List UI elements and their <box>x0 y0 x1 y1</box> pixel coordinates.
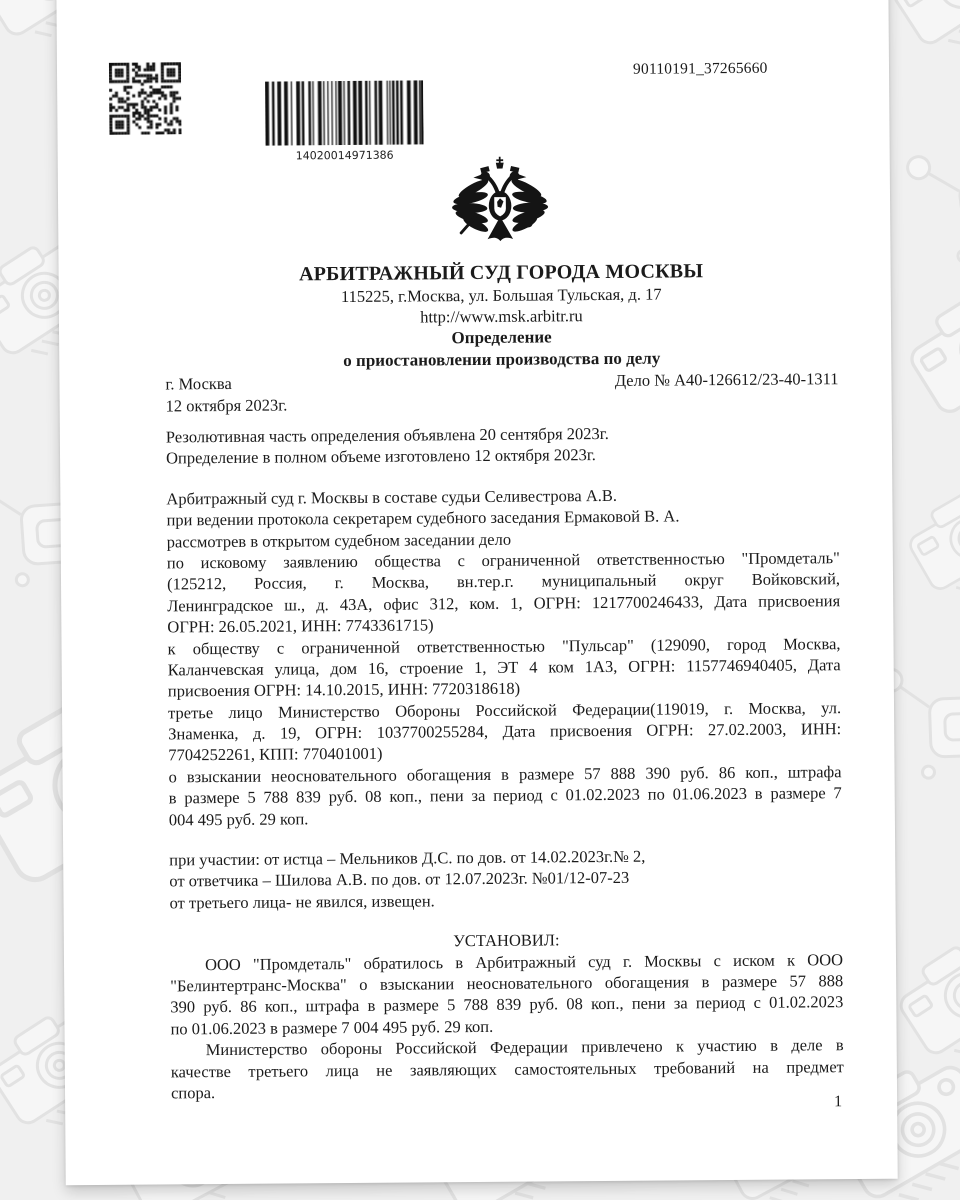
text-line: ООО "Промдеталь" обратилось в Арбитражный суд г. Москвы с иском к ООО <box>204 949 844 974</box>
text-line: по исковому заявлению общества с ограниченной ответственностью "Промдеталь" <box>166 548 840 573</box>
court-address: 115225, г.Москва, ул. Большая Тульская, д. 17 <box>340 284 662 307</box>
text-line: от ответчика – Шилова А.В. по дов. от 12.07.2023г. №01/12-07-23 <box>169 868 630 891</box>
text-line: 004 495 руб. 29 коп. <box>168 808 309 830</box>
text-line: при ведении протокола секретарем судебного заседания Ермаковой В. А. <box>166 506 680 530</box>
barcode-image <box>265 80 423 145</box>
document-text <box>165 258 845 1104</box>
text-line: Министерство обороны Российской Федерации привлечено к участию в деле в <box>205 1035 844 1060</box>
text-line: УСТАНОВИЛ: <box>453 930 560 951</box>
text-line: качестве третьего лица не заявляющих самостоятельных требований на предмет <box>170 1056 844 1081</box>
document-type-title: Определение <box>451 327 552 348</box>
barcode-number: 14020014971386 <box>295 148 394 163</box>
text-line: при участии: от истца – Мельников Д.С. по дов. от 14.02.2023г.№ 2, <box>169 846 646 870</box>
court-website-link[interactable]: http://www.msk.arbitr.ru <box>420 306 583 327</box>
text-line: по 01.06.2023 в размере 7 004 495 руб. 29 коп. <box>170 1016 494 1039</box>
text-line: 390 руб. 86 коп., штрафа в размере 5 788 839 руб. 08 коп., пени за период с 01.02.2023 <box>170 992 844 1017</box>
text-line: рассмотрев в открытом судебном заседании дело <box>166 529 512 551</box>
russia-coat-of-arms-icon <box>451 155 550 254</box>
text-line: в размере 5 788 839 руб. 08 коп., пени за период с 01.02.2023 по 01.06.2023 в размере 7 <box>168 783 842 808</box>
text-line: Ленинградское ш., д. 43А, офис 312, ком. 1, ОГРН: 1217700246433, Дата присвоения <box>167 590 841 616</box>
text-line: "Белинтертранс-Москва" о взыскании неосновательного обогащения в размере 57 888 <box>170 971 844 996</box>
document-date: 12 октября 2023г. <box>165 395 288 416</box>
text-line: ОГРН: 26.05.2021, ИНН: 7743361715) <box>167 615 434 637</box>
text-line: спора. <box>170 1083 216 1103</box>
text-line: присвоения ОГРН: 14.10.2015, ИНН: 7720318618) <box>167 678 521 701</box>
page-number: 1 <box>834 1093 843 1111</box>
document-id: 90110191_37265660 <box>632 59 768 78</box>
text-line: 7704252261, КПП: 770401001) <box>168 744 383 765</box>
body-paragraphs <box>166 421 844 1104</box>
court-name: АРБИТРАЖНЫЙ СУД ГОРОДА МОСКВЫ <box>298 260 704 286</box>
text-line: Определение в полном объеме изготовлено 12 октября 2023г. <box>165 445 596 468</box>
text-line: Знаменка, д. 19, ОГРН: 1037700255284, Дата присвоения ОГРН: 27.02.2003, ИНН: <box>168 719 842 744</box>
text-line: Арбитражный суд г. Москвы в составе судьи Селивестрова А.В. <box>166 485 618 509</box>
document-page <box>56 0 897 1185</box>
text-line: третье лицо Министерство Обороны Российской Федерации(119019, г. Москва, ул. <box>167 697 842 723</box>
text-line: к обществу с ограниченной ответственностью "Пульсар" (129090, город Москва, <box>167 633 841 658</box>
case-number: Дело № А40-126612/23-40-1311 <box>614 369 839 390</box>
text-line: Резолютивная часть определения объявлена 20 сентября 2023г. <box>165 423 609 447</box>
text-line: о взыскании неосновательного обогащения в размере 57 888 390 руб. 86 коп., штрафа <box>168 762 842 787</box>
text-line: от третьего лица- не явился, извещен. <box>169 891 435 913</box>
qr-code-image <box>109 62 182 135</box>
place-label: г. Москва <box>165 373 232 394</box>
document-type-subtitle: о приостановлении производства по делу <box>343 348 661 371</box>
text-line: Каланчевская улица, дом 16, строение 1, ЭТ 4 ком 1А3, ОГРН: 1157746940405, Дата <box>167 655 841 680</box>
text-line: (125212, Россия, г. Москва, вн.тер.г. муниципальный округ Войковский, <box>166 569 841 594</box>
